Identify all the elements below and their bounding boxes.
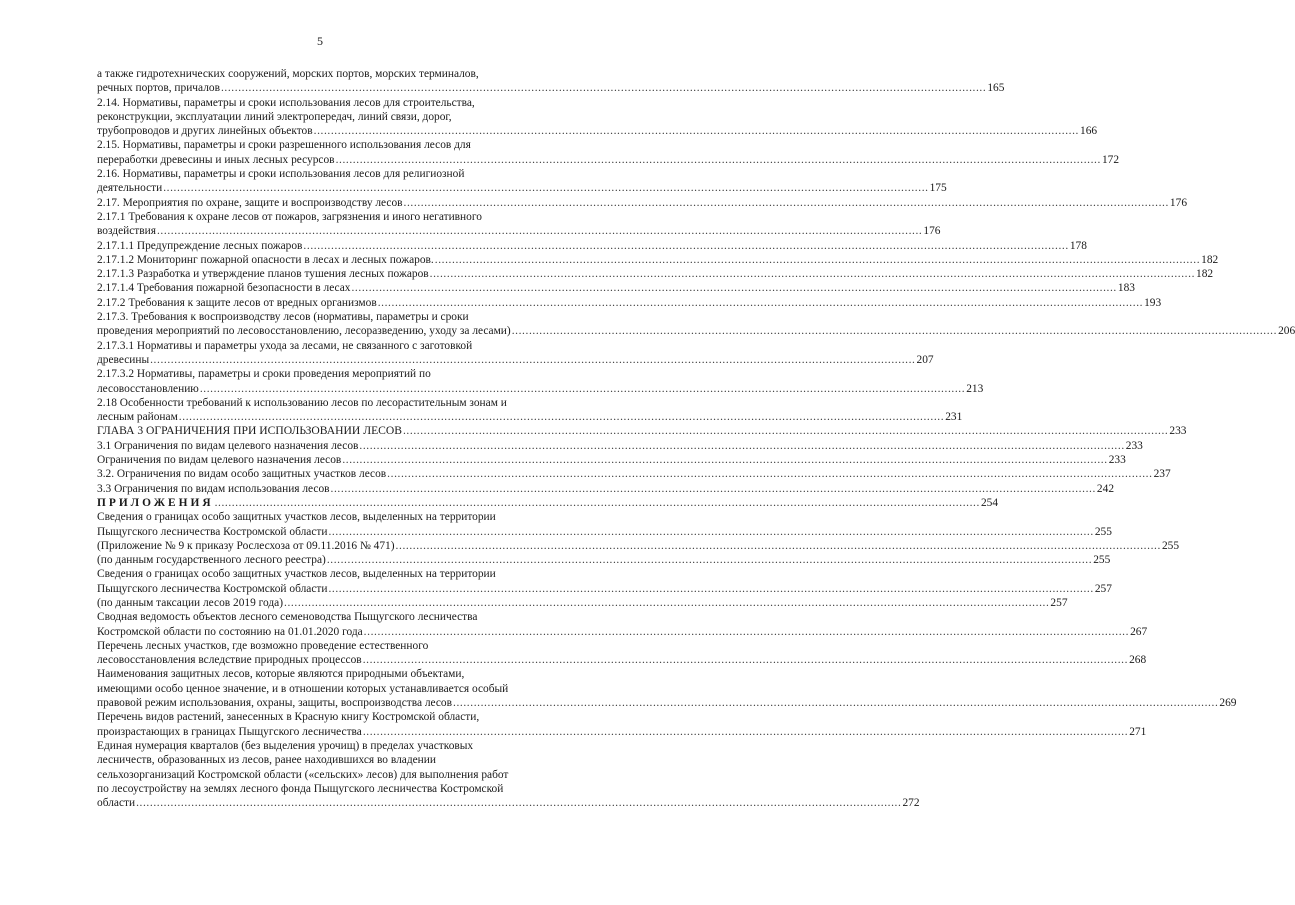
toc-page-number: 175 <box>929 182 947 195</box>
toc-entry-line <box>97 353 934 367</box>
toc-page-number: 176 <box>1169 196 1188 209</box>
toc-entry-line <box>97 167 584 181</box>
toc-entry-title: реконструкции, эксплуатации линий электропередач, линий связи, дорог, <box>97 110 452 123</box>
toc-entry[interactable] <box>97 482 1115 496</box>
dot-leader: .............................................................................................................................................................................................................................. <box>284 596 1050 609</box>
toc-entry-title: (по данным государственного лесного реестра) <box>97 554 326 567</box>
toc-entry-title: произрастающих в границах Пыщугского лесничества <box>97 725 362 738</box>
toc-entry-line <box>97 567 584 581</box>
toc-chapter-entry[interactable] <box>97 424 1187 438</box>
dot-leader: .............................................................................................................................................................................................................................. <box>395 539 1161 552</box>
toc-entry-line <box>97 382 984 396</box>
toc-entry-title: 2.17.3.1 Нормативы и параметры ухода за лесами, не связанного с заготовкой <box>97 339 473 352</box>
toc-page-number: 242 <box>1096 482 1115 495</box>
toc-entry-title: Пыщугского лесничества Костромской области <box>97 582 328 595</box>
dot-leader: .............................................................................................................................................................................................................................. <box>199 382 966 395</box>
toc-entry-line <box>97 181 947 195</box>
dot-leader: .............................................................................................................................................................................................................................. <box>328 525 1094 538</box>
dot-leader: .............................................................................................................................................................................................................................. <box>136 797 902 810</box>
toc-page-number: 255 <box>1093 554 1111 567</box>
toc-entry-line <box>97 653 1147 667</box>
dot-leader: .............................................................................................................................................................................................................................. <box>330 482 1096 495</box>
toc-page-number: 268 <box>1129 654 1147 667</box>
toc-entry-title: сельхозорганизаций Костромской области («сельских» лесов) для выполнения работ <box>97 768 509 781</box>
dot-leader: .............................................................................................................................................................................................................................. <box>429 268 1196 281</box>
dot-leader: .............................................................................................................................................................................................................................. <box>335 153 1101 166</box>
toc-page-number: 257 <box>1094 582 1112 595</box>
toc-entry-title: 2.17.1.2 Мониторинг пожарной опасности в лесах и лесных пожаров. <box>97 253 434 266</box>
toc-entry-title: 2.16. Нормативы, параметры и сроки использования лесов для религиозной <box>97 168 465 181</box>
toc-entry[interactable] <box>97 138 1120 167</box>
toc-entry-title: 3.1 Ограничения по видам целевого назначения лесов <box>97 439 359 452</box>
toc-page-number: 267 <box>1130 625 1148 638</box>
dot-leader: .............................................................................................................................................................................................................................. <box>328 582 1094 595</box>
toc-page-number: 255 <box>1161 539 1180 552</box>
dot-leader: .............................................................................................................................................................................................................................. <box>453 697 1219 710</box>
toc-entry[interactable] <box>97 267 1214 281</box>
toc-entry-title: 2.17.3. Требования к воспроизводству лесов (нормативы, параметры и сроки <box>97 311 469 324</box>
toc-entry-line <box>97 153 1120 167</box>
toc-entry-line <box>97 768 584 782</box>
toc-entry[interactable] <box>97 367 984 396</box>
toc-entry-title: лесничеств, образованных из лесов, ранее находившихся во владении <box>97 754 436 767</box>
toc-entry-line <box>97 67 584 81</box>
toc-entry-line <box>97 539 1180 553</box>
dot-leader: .............................................................................................................................................................................................................................. <box>156 225 923 238</box>
toc-entry-line <box>97 482 1115 496</box>
toc-page-number: 172 <box>1101 153 1120 166</box>
toc-entry-title: (по данным таксации лесов 2019 года) <box>97 596 284 609</box>
toc-entry[interactable] <box>97 310 1295 339</box>
toc-entry[interactable] <box>97 196 1188 210</box>
toc-entry-line <box>97 324 1295 338</box>
toc-page-number: 166 <box>1080 125 1098 138</box>
toc-entry-title: области <box>97 797 136 810</box>
toc-entry-line <box>97 725 1147 739</box>
toc-page-number: 233 <box>1169 425 1187 438</box>
toc-entry-title: ПРИЛОЖЕНИЯ <box>97 496 214 509</box>
toc-entry-line <box>97 253 1219 267</box>
toc-entry-line <box>97 610 584 624</box>
dot-leader: .............................................................................................................................................................................................................................. <box>214 496 980 509</box>
toc-entry[interactable] <box>97 296 1162 310</box>
toc-entry-line <box>97 710 584 724</box>
toc-entry[interactable] <box>97 67 1005 96</box>
toc-entry-line <box>97 553 1111 567</box>
toc-entry-title: 2.17.2 Требования к защите лесов от вредных организмов <box>97 296 377 309</box>
toc-entry[interactable] <box>97 439 1143 453</box>
toc-entry-line <box>97 281 1135 295</box>
toc-page-number: 193 <box>1144 296 1162 309</box>
toc-page-number: 254 <box>980 496 999 509</box>
toc-entry-title: правовой режим использования, охраны, защиты, воспроизводства лесов <box>97 697 453 710</box>
dot-leader: .............................................................................................................................................................................................................................. <box>362 725 1129 738</box>
page-number: 5 <box>317 34 323 48</box>
toc-entry-line <box>97 510 584 524</box>
toc-entry[interactable] <box>97 253 1219 267</box>
toc-page-number: 182 <box>1196 268 1214 281</box>
dot-leader: .............................................................................................................................................................................................................................. <box>402 425 1169 438</box>
toc-entry-title: а также гидротехнических сооружений, морских портов, морских терминалов, <box>97 68 479 80</box>
toc-entry-title: 2.17.1.1 Предупреждение лесных пожаров <box>97 239 303 252</box>
toc-page-number: 272 <box>902 797 920 810</box>
toc-entry[interactable] <box>97 596 1068 610</box>
toc-entry-title: по лесоустройству на землях лесного фонда Пыщугского лесничества Костромской <box>97 782 504 795</box>
toc-entry-title: лесовосстановления вследствие природных процессов <box>97 654 362 667</box>
toc-entry-line <box>97 339 584 353</box>
toc-page-number: 269 <box>1219 697 1237 710</box>
toc-entry-title: имеющими особо ценное значение, и в отношении которых устанавливается особый <box>97 682 509 695</box>
toc-entry-title: проведения мероприятий по лесовосстановлению, лесоразведению, уходу за лесами) <box>97 325 511 338</box>
toc-entry-title: ГЛАВА 3 ОГРАНИЧЕНИЯ ПРИ ИСПОЛЬЗОВАНИИ ЛЕСОВ <box>97 424 402 438</box>
dot-leader: .............................................................................................................................................................................................................................. <box>403 196 1169 209</box>
toc-page-number: 176 <box>923 225 941 238</box>
toc-entry[interactable] <box>97 710 1147 739</box>
toc-entry-title: Сводная ведомость объектов лесного семеноводства Пыщугского лесничества <box>97 611 478 624</box>
toc-page-number: 237 <box>1153 468 1171 481</box>
toc-entry-line <box>97 110 584 124</box>
dot-leader: .............................................................................................................................................................................................................................. <box>511 325 1278 338</box>
toc-entry-title: 2.17. Мероприятия по охране, защите и воспроизводству лесов <box>97 196 403 209</box>
toc-entry-title: 2.17.1.4 Требования пожарной безопасности в лесах <box>97 282 351 295</box>
toc-entry-line <box>97 396 584 410</box>
toc-entry-title: 2.15. Нормативы, параметры и сроки разрешенного использования лесов для <box>97 139 471 152</box>
toc-entry[interactable] <box>97 281 1135 295</box>
toc-entry-line <box>97 239 1087 253</box>
toc-entry-title: Сведения о границах особо защитных участков лесов, выделенных на территории <box>97 511 496 524</box>
toc-entry[interactable] <box>97 396 963 425</box>
toc-page-number: 178 <box>1069 239 1087 252</box>
toc-entry[interactable] <box>97 553 1111 567</box>
toc-page-number: 182 <box>1201 253 1219 266</box>
dot-leader: .............................................................................................................................................................................................................................. <box>359 439 1125 452</box>
toc-entry-title: древесины <box>97 353 150 366</box>
toc-page-number: 255 <box>1094 525 1112 538</box>
toc-entry[interactable] <box>97 539 1180 553</box>
toc-entry-line <box>97 81 1005 95</box>
toc-entry-title: лесным районам <box>97 411 178 424</box>
toc-entry-title: (Приложение № 9 к приказу Рослесхоза от 09.11.2016 № 471) <box>97 539 395 552</box>
toc-entry-line <box>97 782 584 796</box>
toc-entry-title: 2.18 Особенности требований к использованию лесов по лесорастительным зонам и <box>97 396 507 409</box>
toc-entry-line <box>97 453 1126 467</box>
toc-entry[interactable] <box>97 96 1098 139</box>
toc-entry-title: трубопроводов и других линейных объектов <box>97 125 313 138</box>
toc-entry-title: Наименования защитных лесов, которые являются природными объектами, <box>97 668 465 681</box>
dot-leader: .............................................................................................................................................................................................................................. <box>362 654 1129 667</box>
toc-entry[interactable] <box>97 210 941 239</box>
dot-leader: .............................................................................................................................................................................................................................. <box>351 282 1117 295</box>
toc-entry[interactable] <box>97 510 1112 539</box>
toc-page-number: 233 <box>1125 439 1143 452</box>
table-of-contents <box>97 67 1295 810</box>
toc-page-number: 183 <box>1117 282 1135 295</box>
dot-leader: .............................................................................................................................................................................................................................. <box>178 411 945 424</box>
toc-entry-line <box>97 224 941 238</box>
toc-entry[interactable] <box>97 610 1148 639</box>
toc-appendix-heading[interactable] <box>97 496 999 510</box>
toc-entry-title: речных портов, причалов <box>97 82 220 95</box>
toc-entry-line <box>97 596 1068 610</box>
toc-entry-title: Единая нумерация кварталов (без выделения урочищ) в пределах участковых <box>97 739 474 752</box>
toc-entry-line <box>97 138 584 152</box>
toc-entry-line <box>97 410 963 424</box>
toc-entry-line <box>97 467 1171 481</box>
toc-entry-title: лесовосстановлению <box>97 382 199 395</box>
toc-entry[interactable] <box>97 639 1147 668</box>
toc-entry-title: 2.14. Нормативы, параметры и сроки использования лесов для строительства, <box>97 96 475 109</box>
toc-entry-title: переработки древесины и иных лесных ресурсов <box>97 153 335 166</box>
toc-page-number: 206 <box>1278 325 1295 338</box>
dot-leader: .............................................................................................................................................................................................................................. <box>163 182 929 195</box>
toc-entry[interactable] <box>97 667 1237 710</box>
toc-entry-line <box>97 739 584 753</box>
toc-entry-line <box>97 496 999 510</box>
toc-entry-line <box>97 367 584 381</box>
toc-entry[interactable] <box>97 567 1112 596</box>
toc-entry-line <box>97 210 584 224</box>
toc-entry[interactable] <box>97 167 947 196</box>
toc-entry-line <box>97 296 1162 310</box>
toc-entry-title: деятельности <box>97 182 163 195</box>
dot-leader: .............................................................................................................................................................................................................................. <box>387 468 1153 481</box>
toc-page-number: 233 <box>1108 454 1126 467</box>
toc-entry-line <box>97 639 584 653</box>
toc-entry-line <box>97 696 1237 710</box>
toc-page-number: 213 <box>966 382 984 395</box>
toc-entry[interactable] <box>97 339 934 368</box>
toc-page-number: 231 <box>945 411 963 424</box>
toc-entry-line <box>97 96 584 110</box>
toc-entry-title: Пыщугского лесничества Костромской области <box>97 525 328 538</box>
toc-entry-title: 2.17.1.3 Разработка и утверждение планов тушения лесных пожаров <box>97 268 429 281</box>
toc-entry-line <box>97 796 920 810</box>
toc-entry[interactable] <box>97 467 1171 481</box>
dot-leader: .............................................................................................................................................................................................................................. <box>326 554 1093 567</box>
dot-leader: .............................................................................................................................................................................................................................. <box>342 454 1108 467</box>
toc-entry[interactable] <box>97 453 1126 467</box>
toc-entry-line <box>97 753 584 767</box>
dot-leader: .............................................................................................................................................................................................................................. <box>377 296 1144 309</box>
dot-leader: .............................................................................................................................................................................................................................. <box>220 82 987 95</box>
toc-entry-title: 2.17.1 Требования к охране лесов от пожаров, загрязнения и иного негативного <box>97 210 482 223</box>
dot-leader: .............................................................................................................................................................................................................................. <box>434 253 1201 266</box>
toc-entry-line <box>97 439 1143 453</box>
toc-entry[interactable] <box>97 739 920 810</box>
toc-page-number: 257 <box>1050 596 1068 609</box>
dot-leader: .............................................................................................................................................................................................................................. <box>313 125 1080 138</box>
toc-page-number: 271 <box>1129 725 1147 738</box>
toc-entry-line <box>97 667 584 681</box>
toc-entry-line <box>97 582 1112 596</box>
toc-entry-line <box>97 682 584 696</box>
toc-entry-title: 3.2. Ограничения по видам особо защитных участков лесов <box>97 468 387 481</box>
dot-leader: .............................................................................................................................................................................................................................. <box>150 353 916 366</box>
dot-leader: .............................................................................................................................................................................................................................. <box>363 625 1130 638</box>
toc-entry-title: Перечень видов растений, занесенных в Красную книгу Костромской области, <box>97 711 480 724</box>
toc-entry-line <box>97 525 1112 539</box>
toc-entry-title: Перечень лесных участков, где возможно проведение естественного <box>97 639 429 652</box>
dot-leader: .............................................................................................................................................................................................................................. <box>303 239 1069 252</box>
toc-entry-title: воздействия <box>97 225 156 238</box>
toc-entry-title: Костромской области по состоянию на 01.01.2020 года <box>97 625 363 638</box>
toc-page-number: 207 <box>916 353 934 366</box>
toc-entry[interactable] <box>97 239 1087 253</box>
toc-entry-title: Ограничения по видам целевого назначения лесов <box>97 454 342 467</box>
toc-entry-line <box>97 267 1214 281</box>
toc-entry-line <box>97 196 1188 210</box>
toc-entry-line <box>97 424 1187 438</box>
toc-page-number: 165 <box>987 82 1005 95</box>
toc-entry-line <box>97 124 1098 138</box>
toc-entry-line <box>97 625 1148 639</box>
toc-entry-title: 3.3 Ограничения по видам использования лесов <box>97 482 330 495</box>
toc-entry-title: Сведения о границах особо защитных участков лесов, выделенных на территории <box>97 568 496 581</box>
toc-entry-title: 2.17.3.2 Нормативы, параметры и сроки проведения мероприятий по <box>97 368 431 381</box>
toc-entry-line <box>97 310 584 324</box>
